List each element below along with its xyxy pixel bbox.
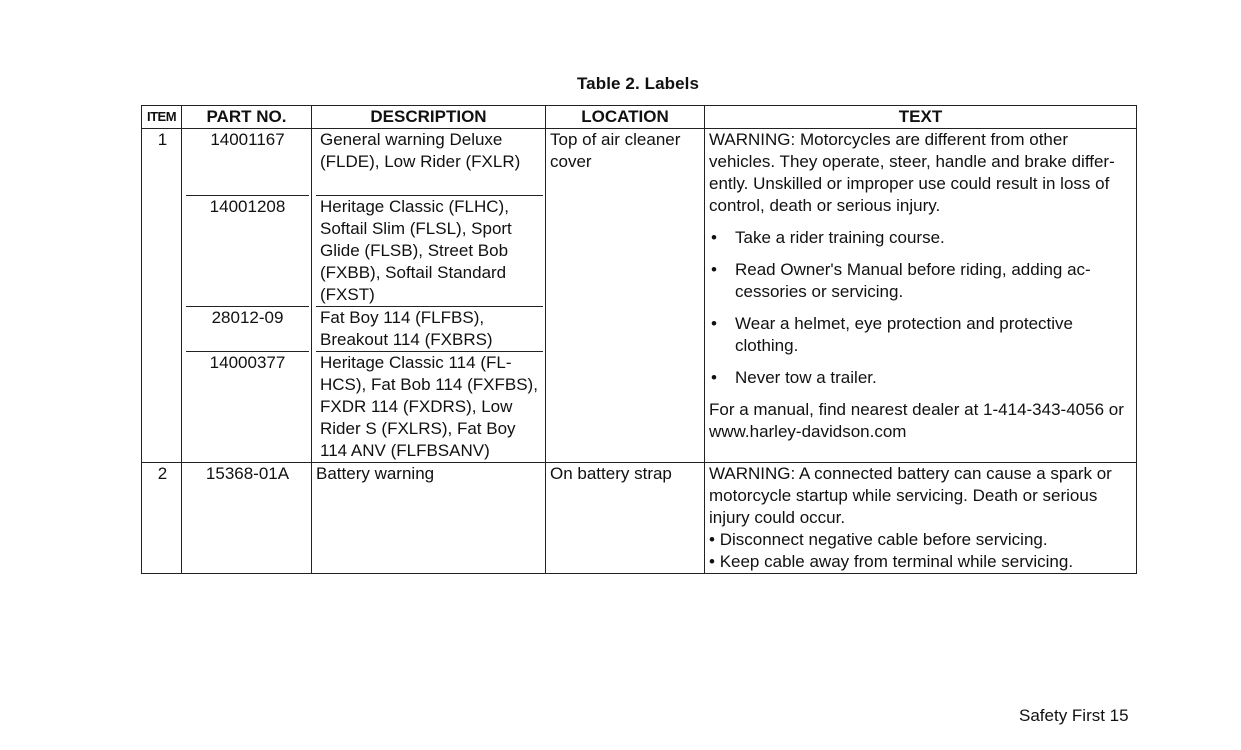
bullet-icon: • [711, 228, 717, 247]
bullet-text: Wear a helmet, eye protection and protective clothing. [735, 314, 1073, 355]
description: Battery warning [312, 463, 546, 574]
label-text-cell [705, 129, 1137, 463]
part-number: 28012-09 [186, 307, 309, 352]
column-header-location: LOCATION [546, 106, 705, 129]
table-row [142, 129, 1137, 463]
table-header-row [142, 106, 1137, 129]
warning-text: WARNING: Motorcycles are different from other vehicles. They operate, steer, handle and brake differ-ently. Unskilled or improper use could result in loss of control, death or serious injury. [709, 130, 1115, 215]
part-number: 14001208 [186, 196, 309, 307]
bullet-text: Take a rider training course. [735, 228, 945, 247]
description: Fat Boy 114 (FLFBS), Breakout 114 (FXBRS) [316, 307, 543, 352]
list-item [709, 551, 1134, 573]
part-number-cell [182, 463, 312, 574]
list-item [709, 367, 1134, 389]
column-header-description: DESCRIPTION [312, 106, 546, 129]
list-item [709, 259, 1134, 303]
table-row [142, 463, 1137, 574]
list-item [709, 313, 1134, 357]
column-header-item: ITEM [142, 106, 182, 129]
list-item [709, 227, 1134, 249]
warning-text: WARNING: A connected battery can cause a spark or motorcycle startup while servicing. Death or serious injury could occur. [709, 464, 1112, 527]
bullet-icon: • [711, 314, 717, 333]
part-number: 14000377 [209, 353, 286, 372]
description: Heritage Classic 114 (FL-HCS), Fat Bob 114 (FXFBS), FXDR 114 (FXDRS), Low Rider S (FXLRS), Fat Boy 114 ANV (FLFBSANV) [320, 353, 538, 460]
part-number: 14001167 [186, 129, 309, 196]
bullet-icon: • [711, 368, 717, 387]
bullet-text: Read Owner's Manual before riding, adding ac-cessories or servicing. [735, 260, 1091, 301]
page-footer: Safety First 15 [1019, 706, 1129, 725]
part-number-cell [182, 129, 312, 463]
bullet-text: Keep cable away from terminal while servicing. [719, 552, 1074, 571]
bullet-text: Never tow a trailer. [735, 368, 877, 387]
list-item [709, 529, 1134, 551]
bullet-icon: • [709, 530, 715, 549]
item-number: 1 [142, 129, 182, 463]
labels-table [141, 105, 1137, 574]
description-cell [312, 129, 546, 463]
description: General warning Deluxe (FLDE), Low Rider (FXLR) [316, 129, 543, 196]
bullet-icon: • [711, 260, 717, 279]
description: Heritage Classic (FLHC), Softail Slim (FLSL), Sport Glide (FLSB), Street Bob (FXBB), Softail Standard (FXST) [316, 196, 543, 307]
location: On battery strap [546, 463, 705, 574]
bullet-text: Disconnect negative cable before servicing. [719, 530, 1048, 549]
column-header-text: TEXT [705, 106, 1137, 129]
manual-text: For a manual, find nearest dealer at 1-414-343-4056 or www.harley-davidson.com [709, 400, 1124, 441]
location: Top of air cleaner cover [546, 129, 705, 463]
label-text-cell [705, 463, 1137, 574]
table-title: Table 2. Labels [576, 74, 700, 93]
part-number: 15368-01A [205, 464, 290, 483]
item-number: 2 [142, 463, 182, 574]
bullet-icon: • [709, 552, 715, 571]
column-header-part-no: PART NO. [182, 106, 312, 129]
